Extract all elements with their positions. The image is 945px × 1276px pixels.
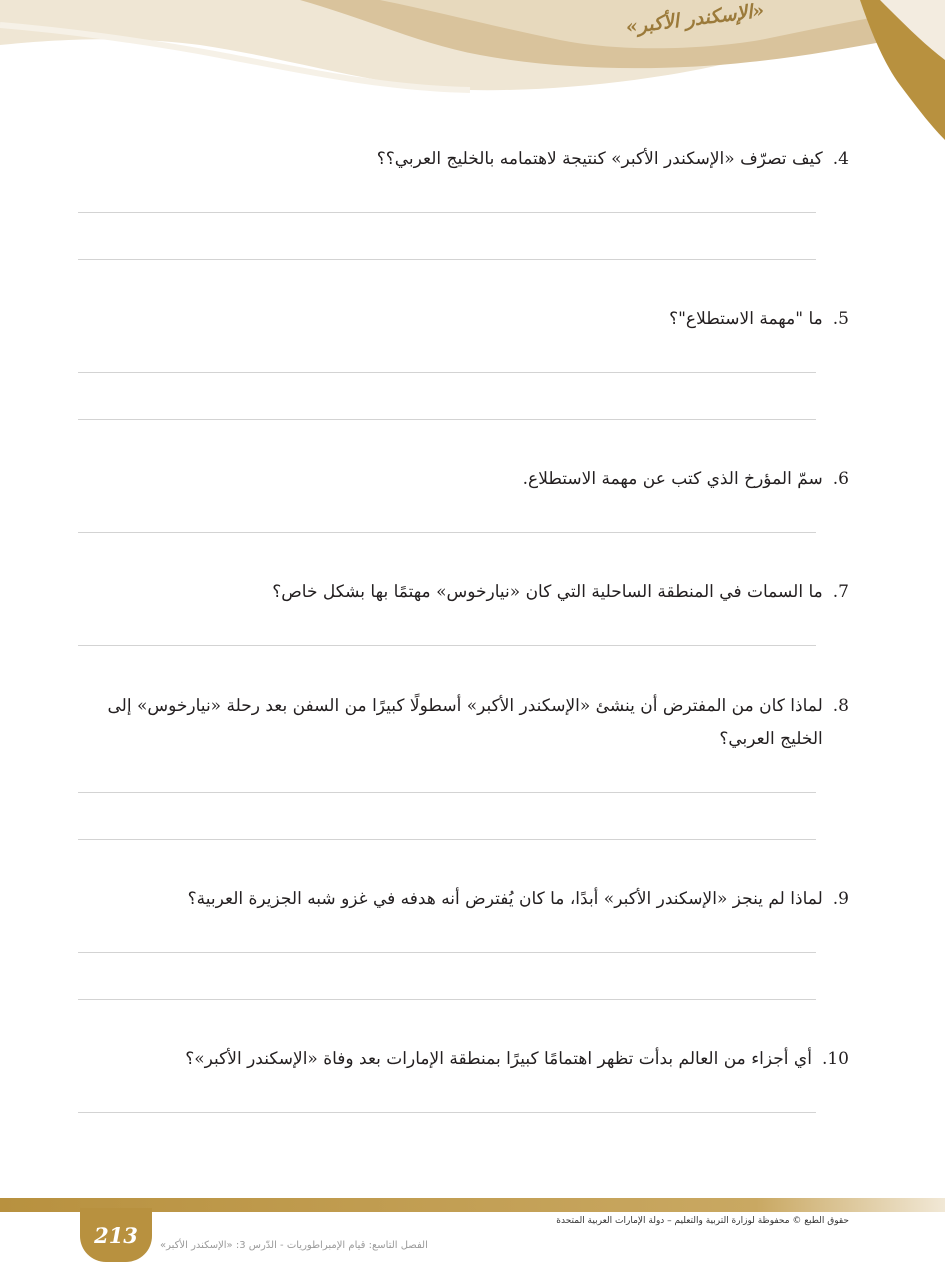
- answer-line[interactable]: [78, 532, 816, 533]
- copyright-notice: حقوق الطبع © محفوظة لوزارة التربية والتعليم – دولة الإمارات العربية المتحدة: [556, 1216, 849, 1226]
- answer-line[interactable]: [78, 792, 816, 793]
- answer-line[interactable]: [78, 259, 816, 260]
- answer-line[interactable]: [78, 645, 816, 646]
- question-number: 6.: [832, 469, 849, 489]
- question-number: 7.: [832, 582, 849, 602]
- page-number: 213: [94, 1222, 138, 1248]
- page-number-badge: [80, 1208, 152, 1262]
- question-7: [89, 576, 849, 609]
- question-number: 5.: [832, 309, 849, 329]
- question-5: [89, 303, 849, 336]
- chapter-info: الفصل التاسع: قيام الإمبراطوريات - الدّرس 3: «الإسكندر الأكبر»: [160, 1240, 428, 1251]
- question-number: 10.: [821, 1049, 849, 1069]
- question-number: 4.: [832, 149, 849, 169]
- header-wave-decoration: [0, 0, 945, 160]
- question-text: لماذا كان من المفترض أن ينشئ «الإسكندر الأكبر» أسطولًا كبيرًا من السفن بعد رحلة «نيارخوس» إلى الخليج العربي؟: [107, 696, 823, 749]
- question-text: لماذا لم ينجز «الإسكندر الأكبر» أبدًا، ما كان يُفترض أنه هدفه في غزو شبه الجزيرة العربية؟: [187, 889, 823, 909]
- question-text: ما "مهمة الاستطلاع"؟: [669, 309, 823, 329]
- answer-line[interactable]: [78, 839, 816, 840]
- question-8: [89, 690, 849, 756]
- question-number: 9.: [832, 889, 849, 909]
- question-text: سمّ المؤرخ الذي كتب عن مهمة الاستطلاع.: [522, 469, 823, 489]
- answer-line[interactable]: [78, 1112, 816, 1113]
- question-6: [89, 463, 849, 496]
- question-9: [89, 883, 849, 916]
- answer-line[interactable]: [78, 952, 816, 953]
- question-4: [89, 143, 849, 176]
- answer-line[interactable]: [78, 999, 816, 1000]
- answer-line[interactable]: [78, 419, 816, 420]
- answer-line[interactable]: [78, 372, 816, 373]
- question-text: كيف تصرّف «الإسكندر الأكبر» كنتيجة لاهتمامه بالخليج العربي؟؟: [376, 149, 823, 169]
- answer-line[interactable]: [78, 212, 816, 213]
- question-text: أي أجزاء من العالم بدأت تظهر اهتمامًا كبيرًا بمنطقة الإمارات بعد وفاة «الإسكندر الأكبر»؟: [185, 1049, 812, 1069]
- question-text: ما السمات في المنطقة الساحلية التي كان «نيارخوس» مهتمًا بها بشكل خاص؟: [272, 582, 823, 602]
- question-10: [89, 1043, 849, 1076]
- lesson-title: «الإسكندر الأكبر»: [624, 0, 766, 39]
- question-number: 8.: [832, 696, 849, 716]
